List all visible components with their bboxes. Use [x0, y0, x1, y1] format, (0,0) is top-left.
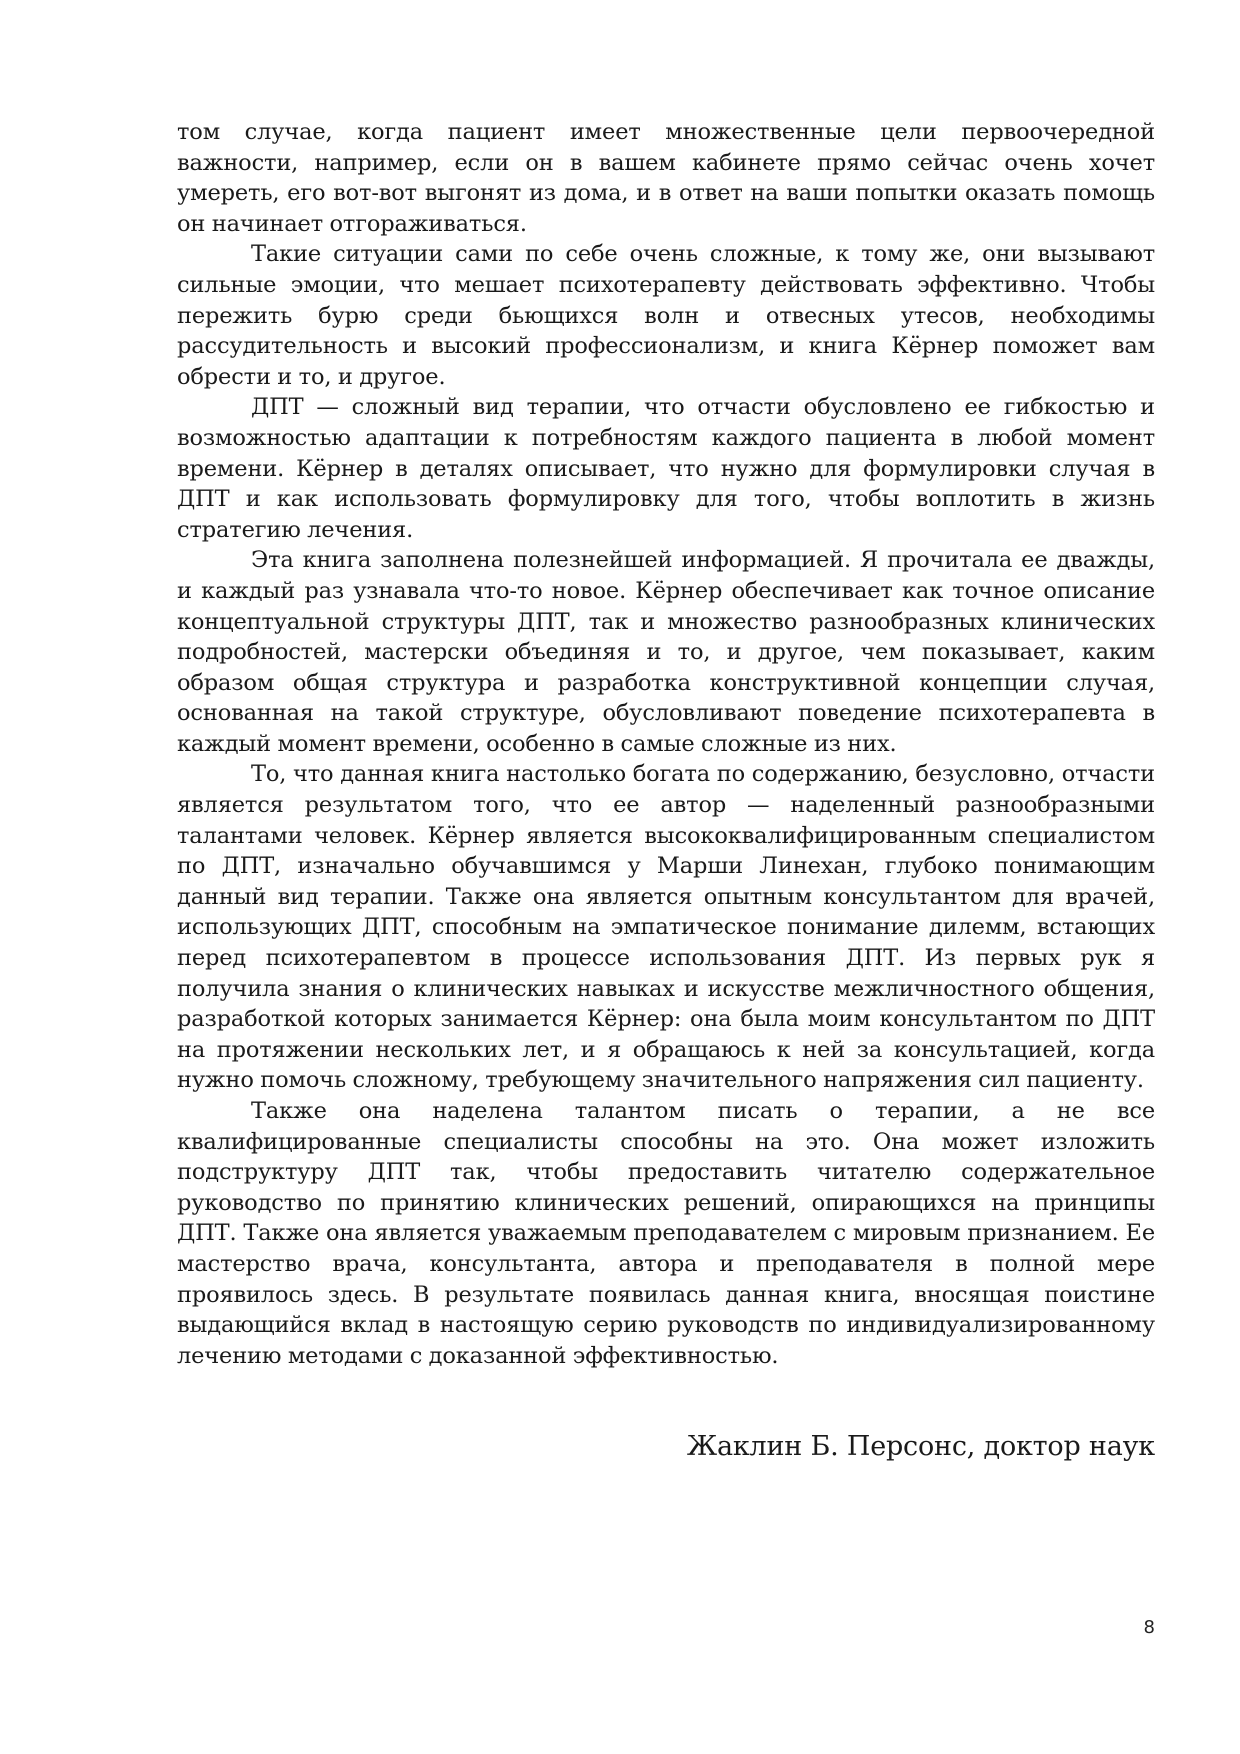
- page-number: 8: [1143, 1617, 1155, 1638]
- paragraph: То, что данная книга настолько богата по содержанию, безусловно, отчасти является результатом того, что ее автор — наделенный разнообразными талантами человек. Кёрнер является высококвалифицированным специалистом по ДПТ, изначально обучавшимся у Марши Линехан, глубоко понимающим данный вид терапии. Также она является опытным консультантом для врачей, использующих ДПТ, способным на эмпатическое понимание дилемм, встающих перед психотерапевтом в процессе использования ДПТ. Из первых рук я получила знания о клинических навыках и искусстве межличностного общения, разработкой которых занимается Кёрнер: она была моим консультантом по ДПТ на протяжении нескольких лет, и я обращаюсь к ней за консультацией, когда нужно помочь сложному, требующему значительного напряжения сил пациенту.: [177, 761, 1155, 1094]
- paragraph: ДПТ — сложный вид терапии, что отчасти обусловлено ее гибкостью и возможностью адаптации к потребностям каждого пациента в любой момент времени. Кёрнер в деталях описывает, что нужно для формулировки случая в ДПТ и как использовать формулировку для того, чтобы воплотить в жизнь стратегию лечения.: [177, 394, 1155, 543]
- paragraph-continuation: том случае, когда пациент имеет множественные цели первоочередной важности, например, если он в вашем кабинете прямо сейчас очень хочет умереть, его вот-вот выгонят из дома, и в ответ на ваши попытки оказать помощь он начинает отгораживаться.: [177, 119, 1155, 237]
- author-signature: Жаклин Б. Персонс, доктор наук: [686, 1431, 1155, 1462]
- body-text: [177, 117, 1155, 1371]
- paragraph: Эта книга заполнена полезнейшей информацией. Я прочитала ее дважды, и каждый раз узнавала что-то новое. Кёрнер обеспечивает как точное описание концептуальной структуры ДПТ, так и множество разнообразных клинических подробностей, мастерски объединяя и то, и другое, чем показывает, каким образом общая структура и разработка конструктивной концепции случая, основанная на такой структуре, обусловливают поведение психотерапевта в каждый момент времени, особенно в самые сложные из них.: [177, 547, 1155, 757]
- paragraph: Также она наделена талантом писать о терапии, а не все квалифицированные специалисты способны на это. Она может изложить подструктуру ДПТ так, чтобы предоставить читателю содержательное руководство по принятию клинических решений, опирающихся на принципы ДПТ. Также она является уважаемым преподавателем с мировым признанием. Ее мастерство врача, консультанта, автора и преподавателя в полной мере проявилось здесь. В результате появилась данная книга, вносящая поистине выдающийся вклад в настоящую серию руководств по индивидуализированному лечению методами с доказанной эффективностью.: [177, 1098, 1155, 1369]
- paragraph: Такие ситуации сами по себе очень сложные, к тому же, они вызывают сильные эмоции, что мешает психотерапевту действовать эффективно. Чтобы пережить бурю среди бьющихся волн и отвесных утесов, необходимы рассудительность и высокий профессионализм, и книга Кёрнер поможет вам обрести и то, и другое.: [177, 241, 1155, 390]
